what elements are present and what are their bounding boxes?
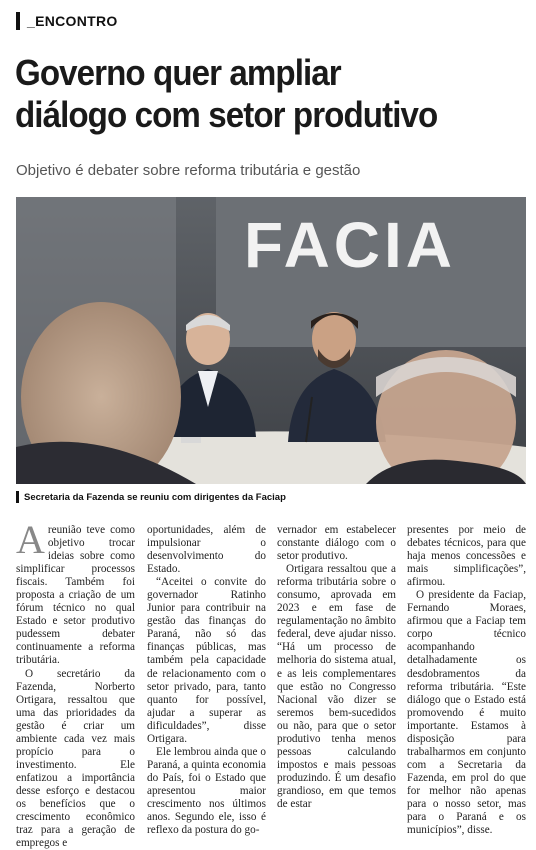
section-marker: [16, 12, 20, 30]
subheadline: Objetivo é debater sobre reforma tributária e gestão: [16, 162, 361, 179]
drop-cap: A: [16, 517, 45, 562]
article-column-1: [16, 517, 135, 850]
section-label: _ENCONTRO: [27, 13, 118, 29]
paragraph-text: reunião teve como objetivo trocar ideias sobre como simplificar processos fiscais. Também foi proposta a criação de um fórum técnico no qual Estado e setor produtivo pudessem debater continuamente a reforma tributária.: [16, 524, 135, 667]
article-column-4: [407, 524, 526, 837]
paragraph: oportunidades, além de impulsionar o desenvolvimento do Estado.: [147, 524, 266, 576]
paragraph: Ortigara ressaltou que a reforma tributária sobre o consumo, aprovada em 2023 e em fase de regulamentação no âmbito federal, deve ajudar nisso. “Há um processo de melhoria do sistema atual, e as leis complementares que estão no Congresso Nacional vão dizer se seremos bem-sucedidos ou não, para que o setor produtivo tenha menos pessoas calculando impostos e mais pessoas produzindo. É um desafio grandioso, em que temos de estar: [277, 563, 396, 810]
article-photo: [16, 197, 526, 484]
caption-text: Secretaria da Fazenda se reuniu com dirigentes da Faciap: [24, 491, 286, 503]
wall-text: FACIA: [244, 209, 456, 281]
paragraph: Ele lembrou ainda que o Paraná, a quinta economia do País, foi o Estado que apresentou maior crescimento nos últimos anos. Segundo ele, isso é reflexo da postura do go-: [147, 745, 266, 837]
headline-line-1: Governo quer ampliar: [15, 52, 341, 93]
article-column-3: [277, 524, 396, 811]
headline-line-2: diálogo com setor produtivo: [15, 94, 438, 135]
photo-illustration: [16, 197, 526, 484]
article-column-2: [147, 524, 266, 837]
paragraph: [16, 517, 135, 668]
paragraph: O secretário da Fazenda, Norberto Ortigara, ressaltou que uma das prioridades da gestão é criar um ambiente cada vez mais propício para o investimento. Ele enfatizou a importância desse esforço e destacou os benefícios que o crescimento econômico traz para a geração de empregos e: [16, 667, 135, 850]
headline: [15, 52, 484, 136]
photo-caption: [16, 490, 286, 504]
paragraph: presentes por meio de debates técnicos, para que haja menos concessões e mais simplificações”, afirmou.: [407, 524, 526, 589]
paragraph: “Aceitei o convite do governador Ratinho Junior para contribuir na gestão das finanças do Paraná, não só das finanças públicas, mas também pela capacidade de relacionamento com o setor privado, para, tanto quanto for possível, ajudar a superar as dificuldades”, disse Ortigara.: [147, 576, 266, 745]
paragraph: O presidente da Faciap, Fernando Moraes, afirmou que a Faciap tem corpo técnico acompanhando detalhadamente os desdobramentos da reforma tributária. “Este diálogo que o Estado está promovendo é muito importante. Estamos à disposição para trabalharmos em conjunto com a Secretaria da Fazenda, em prol do que for melhor não apenas para o nosso setor, mas para o Paraná e os municípios”, disse.: [407, 589, 526, 837]
caption-marker: [16, 491, 19, 503]
paragraph: vernador em estabelecer constante diálogo com o setor produtivo.: [277, 524, 396, 563]
section-tag: [16, 11, 118, 31]
